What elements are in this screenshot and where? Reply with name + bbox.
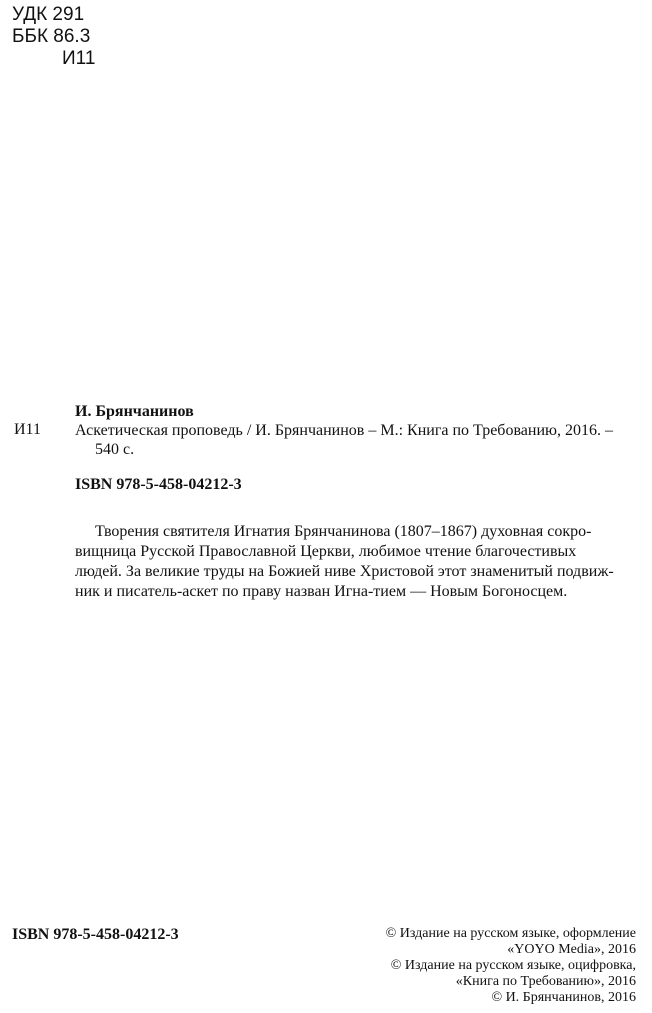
- copyright-line: © Издание на русском языке, оформление: [385, 926, 636, 941]
- annotation-line: ник и писатель-аскет по праву назван Игна-тием — Новым Богоносцем.: [75, 583, 568, 600]
- author-name: И. Брянчанинов: [75, 403, 194, 420]
- annotation-paragraph: [75, 522, 635, 602]
- bbk-code: ББК 86.3: [12, 26, 91, 47]
- copyright-line: «Книга по Требованию», 2016: [455, 974, 636, 989]
- isbn-top: ISBN 978-5-458-04212-3: [75, 476, 242, 493]
- classification-block: [12, 4, 95, 70]
- bibliographic-description: [75, 421, 645, 459]
- copyright-line: © Издание на русском языке, оцифровка,: [390, 958, 636, 973]
- isbn-bottom: ISBN 978-5-458-04212-3: [12, 926, 179, 943]
- author-index: И11: [62, 48, 96, 69]
- copyright-line: «YOYO Media», 2016: [507, 942, 636, 957]
- copyright-line: © И. Брянчанинов, 2016: [491, 990, 636, 1005]
- annotation-line: вищница Русской Православной Церкви, любимое чтение благочестивых: [75, 543, 577, 560]
- udk-code: УДК 291: [12, 4, 85, 25]
- cutter-code: И11: [14, 421, 41, 438]
- annotation-line: Творения святителя Игнатия Брянчанинова (1807–1867) духовная сокро-: [95, 523, 592, 540]
- bib-line-1: Аскетическая проповедь / И. Брянчанинов – М.: Книга по Требованию, 2016. –: [75, 422, 613, 439]
- annotation-line: людей. За великие труды на Божией ниве Христовой этот знаменитый подвиж-: [75, 563, 614, 580]
- copyright-notices: [386, 926, 636, 1006]
- bib-page-count: 540 с.: [95, 441, 135, 458]
